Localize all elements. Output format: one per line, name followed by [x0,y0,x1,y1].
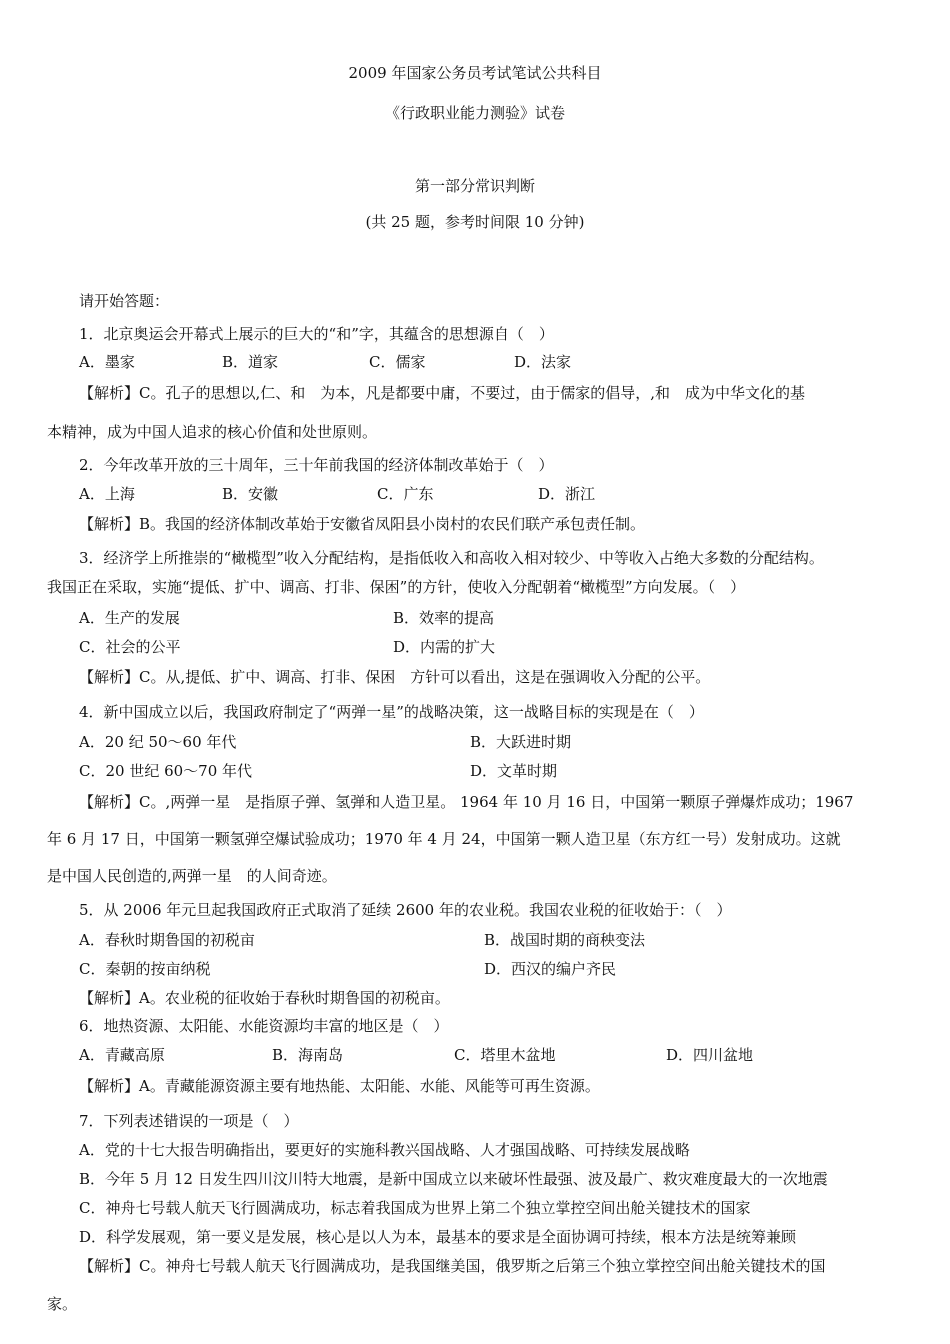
question-5-option-b: B．战国时期的商秧变法 [484,931,646,949]
question-1-stem: 1．北京奥运会开幕式上展示的巨大的“和”字，其蕴含的思想源自（ ） [79,325,554,343]
question-7-option-c: C．神舟七号载人航天飞行圆满成功，标志着我国成为世界上第二个独立掌控空间出舱关键技术的国家 [79,1199,751,1217]
question-2-option-c: C．广东 [377,485,434,503]
question-3-option-c: C．社会的公平 [79,638,181,656]
part-note: (共 25 题，参考时间限 10 分钟) [365,213,585,231]
part-title: 第一部分常识判断 [414,177,535,195]
question-7-stem: 7．下列表述错误的一项是（ ） [79,1112,299,1130]
question-4-analysis-line: 年 6 月 17 日，中国第一颗氢弹空爆试验成功；1970 年 4 月 24，中国第一颗人造卫星（东方红一号）发射成功。这就 [47,830,841,848]
question-6-stem: 6．地热资源、太阳能、水能资源均丰富的地区是（ ） [79,1017,449,1035]
question-4-stem: 4．新中国成立以后，我国政府制定了“两弹一星”的战略决策，这一战略目标的实现是在（ ） [79,703,704,721]
intro-text: 请开始答题： [79,292,170,310]
question-1-option-b: B．道家 [222,353,279,371]
exam-subtitle: 《行政职业能力测验》试卷 [384,104,565,122]
question-4-option-d: D．文革时期 [470,762,558,780]
question-5-option-d: D．西汉的编户齐民 [484,960,617,978]
question-2-option-d: D．浙江 [538,485,596,503]
question-4-analysis-line: 是中国人民创造的,两弹一星 的人间奇迹。 [47,867,337,885]
question-6-option-c: C．塔里木盆地 [454,1046,556,1064]
question-5-option-c: C．秦朝的按亩纳税 [79,960,211,978]
question-4-option-c: C．20 世纪 60～70 年代 [79,762,253,780]
question-7-option-b: B．今年 5 月 12 日发生四川汶川特大地震，是新中国成立以来破坏性最强、波及最广、救灾难度最大的一次地震 [79,1170,828,1188]
question-3-option-b: B．效率的提高 [393,609,495,627]
question-6-option-d: D．四川盆地 [666,1046,754,1064]
question-4-option-b: B．大跃进时期 [470,733,572,751]
exam-title: 2009 年国家公务员考试笔试公共科目 [348,64,602,82]
question-1-analysis-line: 【解析】C。孔子的思想以,仁、和 为本，凡是都要中庸，不要过，由于儒家的倡导，,和 成为中华文化的基 [79,384,806,402]
question-3-option-d: D．内需的扩大 [393,638,496,656]
question-3-option-a: A．生产的发展 [79,609,180,627]
question-2-stem: 2．今年改革开放的三十周年，三十年前我国的经济体制改革始于（ ） [79,456,554,474]
question-4-analysis-line: 【解析】C。,两弹一星 是指原子弹、氢弹和人造卫星。 1964 年 10 月 16 日，中国第一颗原子弹爆炸成功；1967 [79,793,854,811]
question-3-analysis: 【解析】C。从,提低、扩中、调高、打非、保困 方针可以看出，这是在强调收入分配的公平。 [79,668,711,686]
question-1-option-d: D．法家 [514,353,572,371]
question-4-option-a: A．20 纪 50～60 年代 [79,733,237,751]
question-7-option-a: A．党的十七大报告明确指出，要更好的实施科教兴国战略、人才强国战略、可持续发展战略 [79,1141,690,1159]
question-5-option-a: A．春秋时期鲁国的初税亩 [79,931,255,949]
question-5-analysis: 【解析】A。农业税的征收始于春秋时期鲁国的初税亩。 [79,989,450,1007]
question-7-analysis-line: 家。 [47,1295,78,1313]
question-1-option-a: A．墨家 [79,353,135,371]
question-1-analysis-line: 本精神，成为中国人追求的核心价值和处世原则。 [47,423,378,441]
question-3-stem-line: 我国正在采取，实施“提低、扩中、调高、打非、保困”的方针，使收入分配朝着“橄榄型”方向发展。（ ） [47,578,746,596]
question-7-option-d: D．科学发展观，第一要义是发展，核心是以人为本，最基本的要求是全面协调可持续，根本方法是统筹兼顾 [79,1228,797,1246]
question-5-stem: 5．从 2006 年元旦起我国政府正式取消了延续 2600 年的农业税。我国农业税的征收始于：（ ） [79,901,732,919]
question-6-analysis: 【解析】A。青藏能源资源主要有地热能、太阳能、水能、风能等可再生资源。 [79,1077,600,1095]
question-3-stem-line: 3．经济学上所推崇的“橄榄型”收入分配结构，是指低收入和高收入相对较少、中等收入占绝大多数的分配结构。 [79,549,824,567]
question-2-option-b: B．安徽 [222,485,279,503]
question-7-analysis-line: 【解析】C。神舟七号载人航天飞行圆满成功，是我国继美国，俄罗斯之后第三个独立掌控空间出舱关键技术的国 [79,1257,826,1275]
question-6-option-b: B．海南岛 [272,1046,344,1064]
question-2-option-a: A．上海 [79,485,135,503]
question-1-option-c: C．儒家 [369,353,426,371]
question-6-option-a: A．青藏高原 [79,1046,165,1064]
question-2-analysis: 【解析】B。我国的经济体制改革始于安徽省凤阳县小岗村的农民们联产承包责任制。 [79,515,646,533]
